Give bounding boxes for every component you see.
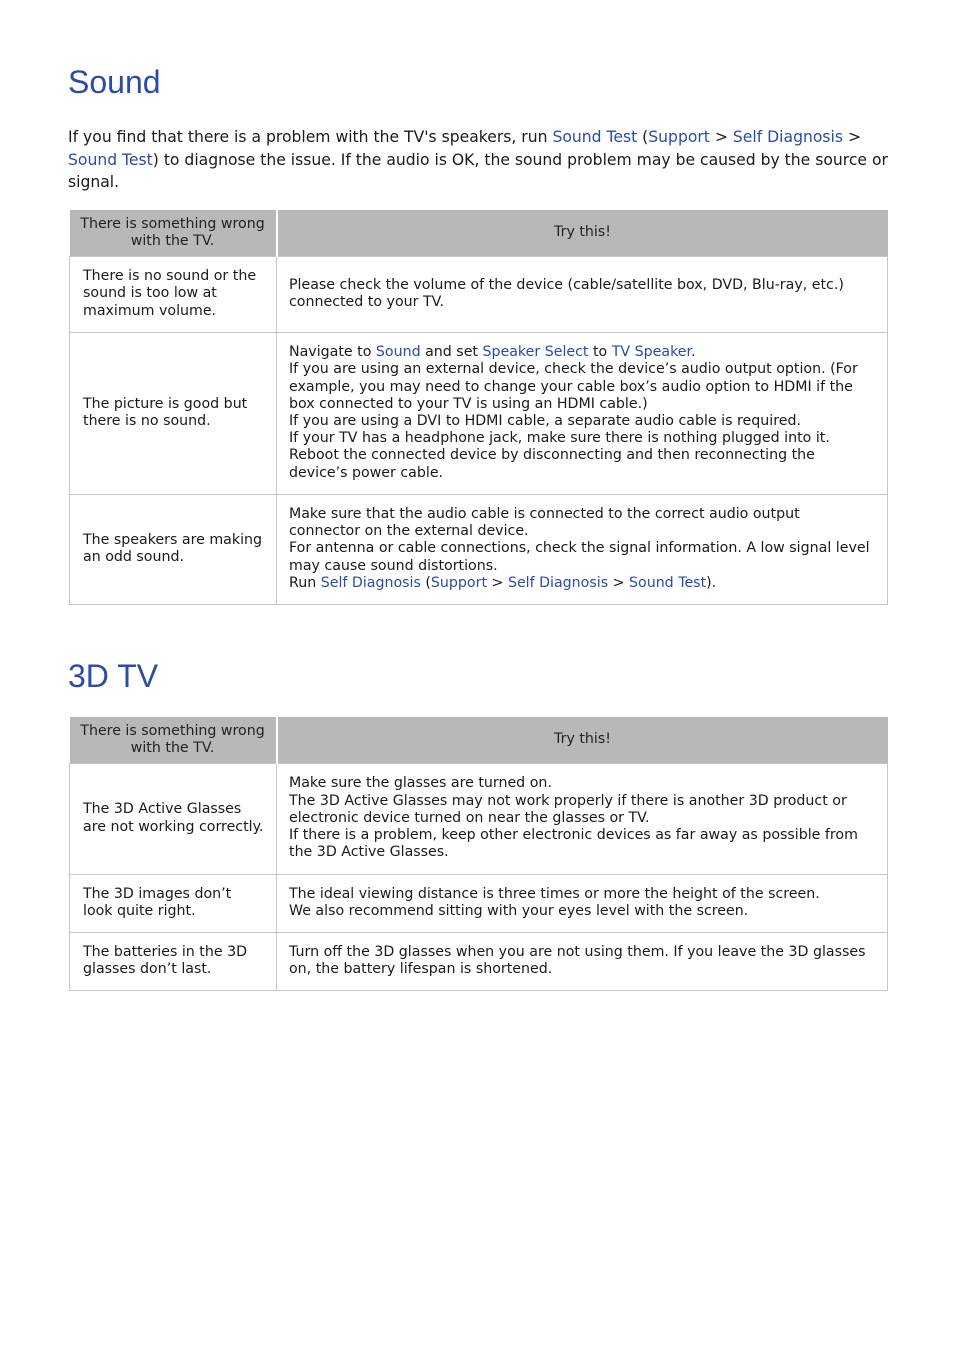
problem-cell: There is no sound or the sound is too low at maximum volume. — [70, 256, 277, 332]
table-row — [70, 494, 888, 604]
body-text: Make sure that the audio cable is connected to the correct audio output connector on the external device. — [289, 505, 800, 540]
body-text: to — [588, 344, 612, 361]
3d-tv-section-title: 3D TV — [68, 658, 159, 694]
body-text: If you are using a DVI to HDMI cable, a separate audio cable is required. — [289, 413, 801, 429]
solution-line — [289, 886, 875, 903]
solution-line — [289, 793, 875, 827]
problem-cell: The 3D Active Glasses are not working correctly. — [70, 763, 277, 874]
solution-cell — [277, 874, 888, 932]
solution-cell — [277, 332, 888, 494]
body-text: . — [691, 344, 696, 361]
menu-path-text: TV Speaker — [611, 344, 692, 361]
menu-path-text: Sound — [375, 344, 421, 361]
body-text: If your TV has a headphone jack, make sure there is nothing plugged into it. — [289, 430, 830, 447]
body-text: Run — [289, 574, 321, 591]
solution-line — [289, 775, 875, 792]
body-text: If you are using an external device, check the device’s audio output option. (For example, you may need to change your cable box’s audio option to HDMI if the box connected to your TV is using an HDMI cable.) — [289, 361, 858, 412]
body-text: Reboot the connected device by disconnecting and then reconnecting the device’s power cable. — [289, 447, 815, 481]
body-text: ( — [637, 128, 649, 146]
menu-path-text: Sound Test — [629, 574, 707, 591]
solution-line — [289, 827, 875, 861]
solution-line — [289, 506, 875, 540]
solution-line — [289, 447, 875, 481]
menu-path-text: Sound Test — [68, 150, 153, 169]
sound-troubleshoot-table — [69, 210, 888, 605]
solution-line — [289, 344, 875, 361]
body-text: For antenna or cable connections, check the signal information. A low signal level may cause sound distortions. — [289, 540, 870, 574]
solution-cell — [277, 763, 888, 874]
solution-column-header: Try this! — [277, 210, 888, 256]
table-row — [70, 932, 888, 990]
body-text: ) to diagnose the issue. If the audio is OK, the sound problem may be caused by the source or signal. — [68, 150, 888, 192]
problem-cell: The speakers are making an odd sound. — [70, 494, 277, 604]
menu-path-text: Self Diagnosis — [507, 574, 609, 591]
body-text: Turn off the 3D glasses when you are not using them. If you leave the 3D glasses on, the battery lifespan is shortened. — [289, 943, 866, 977]
chevron-separator: > — [709, 128, 733, 146]
solution-line — [289, 277, 875, 311]
body-text: ). — [706, 574, 717, 591]
problem-column-header: There is something wrong with the TV. — [70, 717, 277, 763]
menu-path-text: Support — [648, 128, 710, 146]
solution-line — [289, 413, 875, 430]
sound-section-title: Sound — [68, 64, 161, 100]
chevron-separator: > — [487, 574, 508, 591]
problem-cell: The 3D images don’t look quite right. — [70, 874, 277, 932]
problem-cell: The picture is good but there is no sound. — [70, 332, 277, 494]
menu-path-text: Sound Test — [552, 128, 638, 146]
3d-tv-troubleshoot-table — [69, 717, 888, 991]
solution-line — [289, 903, 875, 920]
menu-path-text: Self Diagnosis — [732, 128, 843, 146]
solution-line — [289, 540, 875, 574]
body-text: Navigate to — [289, 344, 376, 361]
solution-cell — [277, 932, 888, 990]
body-text: and set — [420, 344, 483, 361]
table-row — [70, 256, 888, 332]
menu-path-text: Self Diagnosis — [320, 574, 421, 591]
problem-cell: The batteries in the 3D glasses don’t last. — [70, 932, 277, 990]
solution-cell — [277, 256, 888, 332]
solution-line — [289, 944, 875, 978]
table-row — [70, 763, 888, 874]
solution-line — [289, 575, 875, 592]
body-text: Please check the volume of the device (cable/satellite box, DVD, Blu-ray, etc.) connected to your TV. — [289, 276, 844, 310]
body-text: If there is a problem, keep other electronic devices as far away as possible from the 3D Active Glasses. — [289, 827, 858, 861]
body-text: The ideal viewing distance is three times or more the height of the screen. — [289, 885, 820, 902]
chevron-separator: > — [842, 128, 862, 146]
body-text: The 3D Active Glasses may not work properly if there is another 3D product or electronic device turned on near the glasses or TV. — [289, 792, 847, 826]
solution-line — [289, 430, 875, 447]
sound-intro-paragraph — [68, 126, 890, 194]
problem-column-header: There is something wrong with the TV. — [70, 210, 277, 256]
body-text: If you find that there is a problem with the TV's speakers, run — [68, 128, 553, 146]
body-text: We also recommend sitting with your eyes level with the screen. — [289, 903, 749, 919]
solution-line — [289, 361, 875, 413]
menu-path-text: Support — [430, 574, 488, 591]
body-text: ( — [420, 574, 431, 591]
menu-path-text: Speaker Select — [482, 344, 589, 361]
solution-cell — [277, 494, 888, 604]
body-text: Make sure the glasses are turned on. — [289, 775, 552, 792]
solution-column-header: Try this! — [277, 717, 888, 763]
table-row — [70, 874, 888, 932]
chevron-separator: > — [608, 574, 630, 591]
table-row — [70, 332, 888, 494]
